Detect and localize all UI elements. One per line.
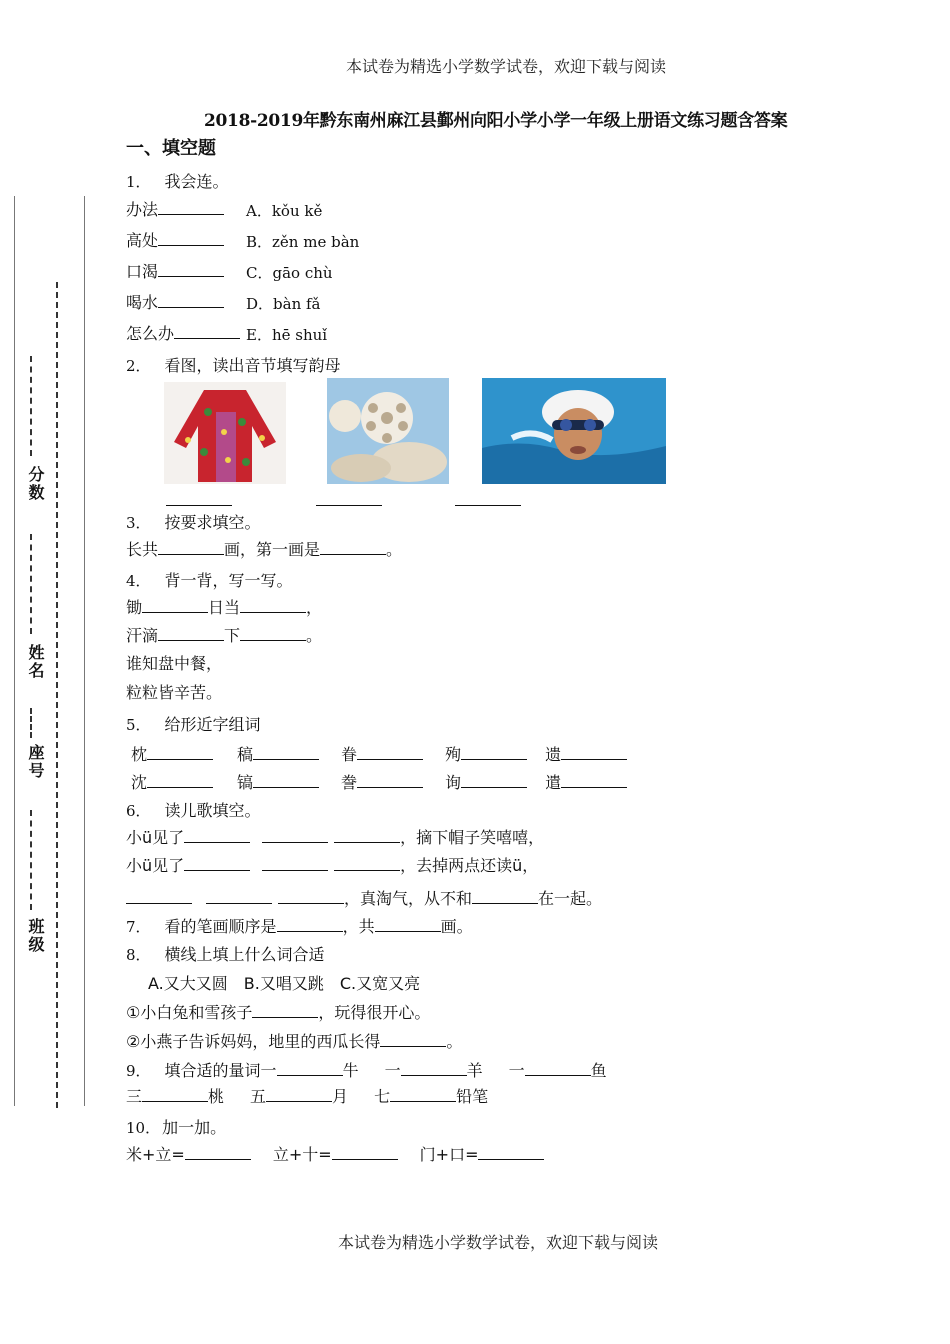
question-5: 5． 给形近字组词	[126, 715, 261, 734]
label-class: 班级	[26, 918, 45, 954]
answer-blank[interactable]	[158, 199, 224, 215]
answer-blank[interactable]	[253, 744, 319, 760]
q3-line: 长共 画，第一画是 。	[126, 540, 403, 559]
answer-blank[interactable]	[266, 1086, 332, 1102]
answer-blank[interactable]	[461, 744, 527, 760]
question-7: 7． 看的笔画顺序是 ，共 画。	[126, 917, 473, 936]
answer-blank[interactable]	[525, 1060, 591, 1076]
answer-blank[interactable]	[390, 1086, 456, 1102]
answer-blank[interactable]	[240, 625, 306, 641]
answer-blank[interactable]	[185, 1144, 251, 1160]
answer-blank[interactable]	[166, 490, 232, 506]
q4-line-4: 粒粒皆辛苦。	[126, 683, 223, 702]
answer-blank[interactable]	[334, 827, 400, 843]
label-score: 分数	[26, 466, 45, 502]
jacket-image	[164, 382, 286, 484]
fill-line-seat	[30, 708, 32, 738]
q8-sentence-1: ①小白兔和雪孩子 ，玩得很开心。	[126, 1003, 431, 1022]
answer-blank[interactable]	[174, 323, 240, 339]
answer-blank[interactable]	[478, 1144, 544, 1160]
question-10: 10． 加一加。	[126, 1118, 227, 1137]
q6-line-2: 小ü见了 ，去掉两点还读ü，	[126, 856, 539, 875]
q1-option-c: C．gāo chù	[246, 264, 333, 282]
question-6: 6． 读儿歌填空。	[126, 801, 261, 820]
answer-blank[interactable]	[147, 744, 213, 760]
answer-blank[interactable]	[262, 827, 328, 843]
q9-line-2: 三 桃 五 月 七 铅笔	[126, 1087, 489, 1106]
answer-blank[interactable]	[158, 625, 224, 641]
answer-blank[interactable]	[158, 261, 224, 277]
answer-blank[interactable]	[401, 1060, 467, 1076]
q4-line-1: 锄 日当 ，	[126, 598, 323, 617]
question-4: 4． 背一背，写一写。	[126, 571, 293, 590]
answer-blank[interactable]	[316, 490, 382, 506]
q4-line-3: 谁知盘中餐，	[126, 654, 223, 673]
strip-border-inner	[84, 196, 85, 1106]
answer-blank[interactable]	[126, 888, 192, 904]
answer-blank[interactable]	[147, 772, 213, 788]
strip-border-outer	[14, 196, 15, 1106]
q1-option-a: A．kǒu kě	[246, 202, 323, 220]
q5-row-1: 枕 稿 眷 殉 遗	[131, 744, 627, 765]
answer-blank[interactable]	[375, 916, 441, 932]
label-seat: 座号	[26, 744, 45, 780]
q8-sentence-2: ②小燕子告诉妈妈，地里的西瓜长得 。	[126, 1032, 463, 1051]
question-1: 1． 我会连。	[126, 172, 229, 191]
label-name: 姓名	[26, 644, 45, 680]
lotus-root-image	[327, 378, 449, 484]
q1-option-b: B．zěn me bàn	[246, 233, 360, 251]
q1-row-4: 喝水	[126, 292, 224, 313]
answer-blank[interactable]	[158, 230, 224, 246]
answer-blank[interactable]	[278, 888, 344, 904]
answer-blank[interactable]	[262, 855, 328, 871]
answer-blank[interactable]	[461, 772, 527, 788]
question-2: 2． 看图，读出音节填写韵母	[126, 356, 341, 375]
q1-option-e: E．hē shuǐ	[246, 326, 328, 344]
answer-blank[interactable]	[455, 490, 521, 506]
fill-line-score	[30, 356, 32, 456]
answer-blank[interactable]	[380, 1031, 446, 1047]
q10-line: 米+立= 立+十= 门+口=	[126, 1144, 544, 1165]
answer-blank[interactable]	[184, 827, 250, 843]
fill-line-class	[30, 810, 32, 910]
header-note: 本试卷为精选小学数学试卷，欢迎下载与阅读	[346, 57, 667, 76]
swimmer-image	[482, 378, 666, 484]
answer-blank[interactable]	[332, 1144, 398, 1160]
footer-note: 本试卷为精选小学数学试卷，欢迎下载与阅读	[338, 1233, 659, 1252]
answer-blank[interactable]	[320, 539, 386, 555]
answer-blank[interactable]	[158, 292, 224, 308]
answer-blank[interactable]	[277, 1060, 343, 1076]
answer-blank[interactable]	[253, 772, 319, 788]
q6-line-1: 小ü见了 ，摘下帽子笑嘻嘻，	[126, 828, 545, 847]
question-8: 8． 横线上填上什么词合适	[126, 945, 325, 964]
answer-blank[interactable]	[158, 539, 224, 555]
section-heading: 一、填空题	[126, 138, 216, 159]
answer-blank[interactable]	[472, 888, 538, 904]
q6-line-3: ，真淘气，从不和 在一起。	[126, 888, 602, 909]
q1-option-d: D．bàn fǎ	[246, 295, 321, 313]
document-title: 2018-2019年黔东南州麻江县鄞州向阳小学小学一年级上册语文练习题含答案	[204, 111, 788, 131]
q1-row-3: 口渴	[126, 261, 224, 282]
answer-blank[interactable]	[334, 855, 400, 871]
q1-row-2: 高处	[126, 230, 224, 251]
q1-row-1: 办法	[126, 199, 224, 220]
answer-blank[interactable]	[561, 772, 627, 788]
q8-options: A.又大又圆 B.又唱又跳 C.又宽又亮	[148, 974, 421, 993]
answer-blank[interactable]	[184, 855, 250, 871]
answer-blank[interactable]	[277, 916, 343, 932]
answer-blank[interactable]	[357, 744, 423, 760]
cut-line	[56, 282, 58, 1108]
question-9: 9． 填合适的量词一 牛 一 羊 一 鱼	[126, 1061, 607, 1080]
fill-line-name	[30, 534, 32, 634]
q1-row-5: 怎么办	[126, 323, 240, 344]
q4-line-2: 汗滴 下 。	[126, 626, 323, 645]
answer-blank[interactable]	[357, 772, 423, 788]
q5-row-2: 沈 镐 誊 询 遣	[131, 772, 627, 793]
answer-blank[interactable]	[561, 744, 627, 760]
answer-blank[interactable]	[142, 1086, 208, 1102]
answer-blank[interactable]	[206, 888, 272, 904]
answer-blank[interactable]	[252, 1002, 318, 1018]
question-3: 3． 按要求填空。	[126, 513, 261, 532]
answer-blank[interactable]	[142, 597, 208, 613]
answer-blank[interactable]	[240, 597, 306, 613]
